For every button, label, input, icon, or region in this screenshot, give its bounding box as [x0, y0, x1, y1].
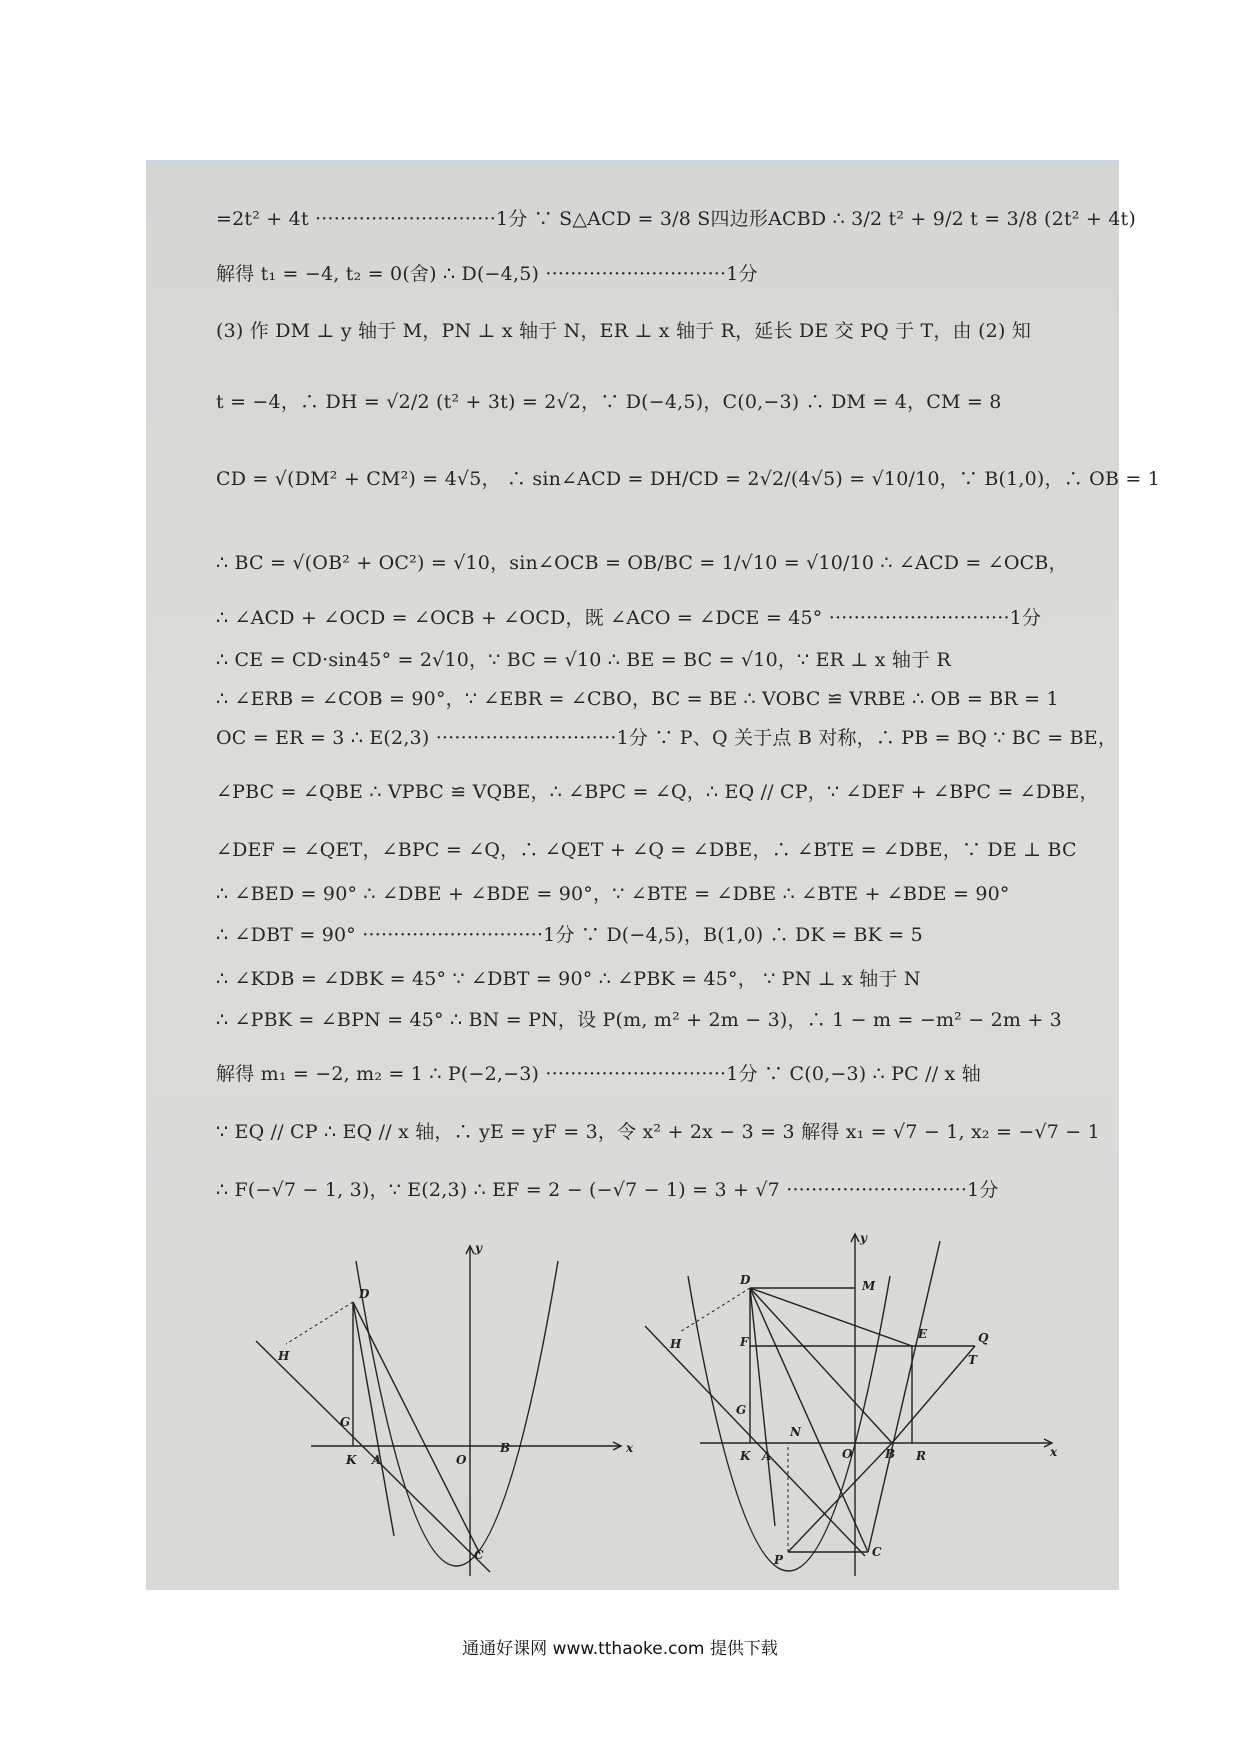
line-pb — [788, 1443, 892, 1552]
solution-line-2: 解得 t₁ = −4, t₂ = 0(舍) ∴ D(−4,5) ·····························1分 — [216, 263, 758, 285]
label-e: E — [918, 1327, 928, 1341]
label-t: T — [968, 1353, 977, 1367]
label-o: O — [456, 1453, 467, 1467]
solution-line-11: ∠PBC = ∠QBE ∴ VPBC ≌ VQBE，∴ ∠BPC = ∠Q，∴ EQ // CP，∵ ∠DEF + ∠BPC = ∠DBE， — [216, 781, 1099, 803]
solution-line-13: ∴ ∠BED = 90° ∴ ∠DBE + ∠BDE = 90°，∵ ∠BTE = ∠DBE ∴ ∠BTE + ∠BDE = 90° — [216, 883, 1010, 905]
label-x: x — [626, 1441, 634, 1455]
label-r: R — [916, 1449, 926, 1463]
label-b: B — [885, 1447, 896, 1461]
solution-line-14: ∴ ∠DBT = 90° ·····························1分 ∵ D(−4,5)，B(1,0) ∴ DK = BK = 5 — [216, 924, 923, 946]
line-da — [750, 1288, 775, 1526]
solution-line-12: ∠DEF = ∠QET，∠BPC = ∠Q，∴ ∠QET + ∠Q = ∠DBE，∴ ∠BTE = ∠DBE，∵ DE ⊥ BC — [216, 839, 1077, 861]
line-dc — [353, 1302, 480, 1554]
solution-line-19: ∴ F(−√7 − 1, 3)，∵ E(2,3) ∴ EF = 2 − (−√7 − 1) = 3 + √7 ·····························1分 — [216, 1179, 999, 1201]
label-y: y — [475, 1241, 482, 1255]
label-g: G — [736, 1403, 747, 1417]
solution-line-5: CD = √(DM² + CM²) = 4√5， ∴ sin∠ACD = DH/CD = 2√2/(4√5) = √10/10，∵ B(1,0)，∴ OB = 1 — [216, 468, 1160, 490]
solution-line-17: 解得 m₁ = −2, m₂ = 1 ∴ P(−2,−3) ·····························1分 ∵ C(0,−3) ∴ PC // x 轴 — [216, 1063, 981, 1085]
solution-line-8: ∴ CE = CD·sin45° = 2√10，∵ BC = √10 ∴ BE = BC = √10，∵ ER ⊥ x 轴于 R — [216, 649, 952, 671]
solution-line-16: ∴ ∠PBK = ∠BPN = 45° ∴ BN = PN，设 P(m, m² + 2m − 3)，∴ 1 − m = −m² − 2m + 3 — [216, 1009, 1062, 1031]
figure-2-parabola — [640, 1226, 1060, 1576]
solution-line-1: =2t² + 4t ·····························1分 ∵ S△ACD = 3/8 S四边形ACBD ∴ 3/2 t² + 9/2 t = 3/8 (2t² + 4t) — [216, 208, 1136, 230]
label-k: K — [740, 1449, 751, 1463]
label-q: Q — [978, 1331, 989, 1345]
label-y: y — [860, 1231, 867, 1245]
label-c: C — [474, 1548, 484, 1562]
label-d: D — [740, 1273, 751, 1287]
solution-line-3: (3) 作 DM ⊥ y 轴于 M，PN ⊥ x 轴于 N，ER ⊥ x 轴于 R，延长 DE 交 PQ 于 T，由 (2) 知 — [216, 320, 1032, 342]
label-c: C — [872, 1545, 882, 1559]
label-a: A — [762, 1449, 772, 1463]
solution-line-15: ∴ ∠KDB = ∠DBK = 45° ∵ ∠DBT = 90° ∴ ∠PBK = 45°， ∵ PN ⊥ x 轴于 N — [216, 968, 921, 990]
solution-line-7: ∴ ∠ACD + ∠OCD = ∠OCB + ∠OCD，既 ∠ACO = ∠DCE = 45° ·····························1分 — [216, 607, 1042, 629]
solution-line-18: ∵ EQ // CP ∴ EQ // x 轴，∴ yE = yF = 3，令 x² + 2x − 3 = 3 解得 x₁ = √7 − 1, x₂ = −√7 − 1 — [216, 1121, 1100, 1143]
label-a: A — [372, 1453, 382, 1467]
label-o: O — [842, 1447, 853, 1461]
solution-line-9: ∴ ∠ERB = ∠COB = 90°，∵ ∠EBR = ∠CBO，BC = BE ∴ VOBC ≌ VRBE ∴ OB = BR = 1 — [216, 688, 1059, 710]
label-m: M — [862, 1279, 876, 1293]
label-d: D — [359, 1287, 370, 1301]
line-da — [353, 1302, 394, 1536]
label-n: N — [790, 1425, 801, 1439]
line-db — [750, 1288, 892, 1443]
label-x: x — [1050, 1445, 1058, 1459]
label-h: H — [670, 1337, 682, 1351]
line-ct-long — [868, 1241, 940, 1552]
label-k: K — [346, 1453, 357, 1467]
label-p: P — [774, 1553, 784, 1567]
line-dc — [750, 1288, 868, 1552]
line-ac — [645, 1326, 865, 1556]
solution-line-6: ∴ BC = √(OB² + OC²) = √10，sin∠OCB = OB/BC = 1/√10 = √10/10 ∴ ∠ACD = ∠OCB， — [216, 552, 1068, 574]
footer-source-note: 通通好课网 www.tthaoke.com 提供下载 — [462, 1639, 778, 1659]
label-h: H — [278, 1349, 290, 1363]
label-g: G — [340, 1415, 351, 1429]
line-dh — [286, 1302, 353, 1344]
parabola-curve — [688, 1276, 890, 1571]
line-de — [750, 1288, 912, 1346]
label-b: B — [500, 1441, 511, 1455]
solution-line-4: t = −4，∴ DH = √2/2 (t² + 3t) = 2√2，∵ D(−4,5)，C(0,−3) ∴ DM = 4，CM = 8 — [216, 391, 1002, 413]
label-f: F — [740, 1335, 749, 1349]
figure-1-parabola — [246, 1236, 636, 1576]
parabola-curve — [356, 1261, 558, 1566]
solution-line-10: OC = ER = 3 ∴ E(2,3) ·····························1分 ∵ P、Q 关于点 B 对称，∴ PB = BQ ∵ BC = BE， — [216, 727, 1118, 749]
